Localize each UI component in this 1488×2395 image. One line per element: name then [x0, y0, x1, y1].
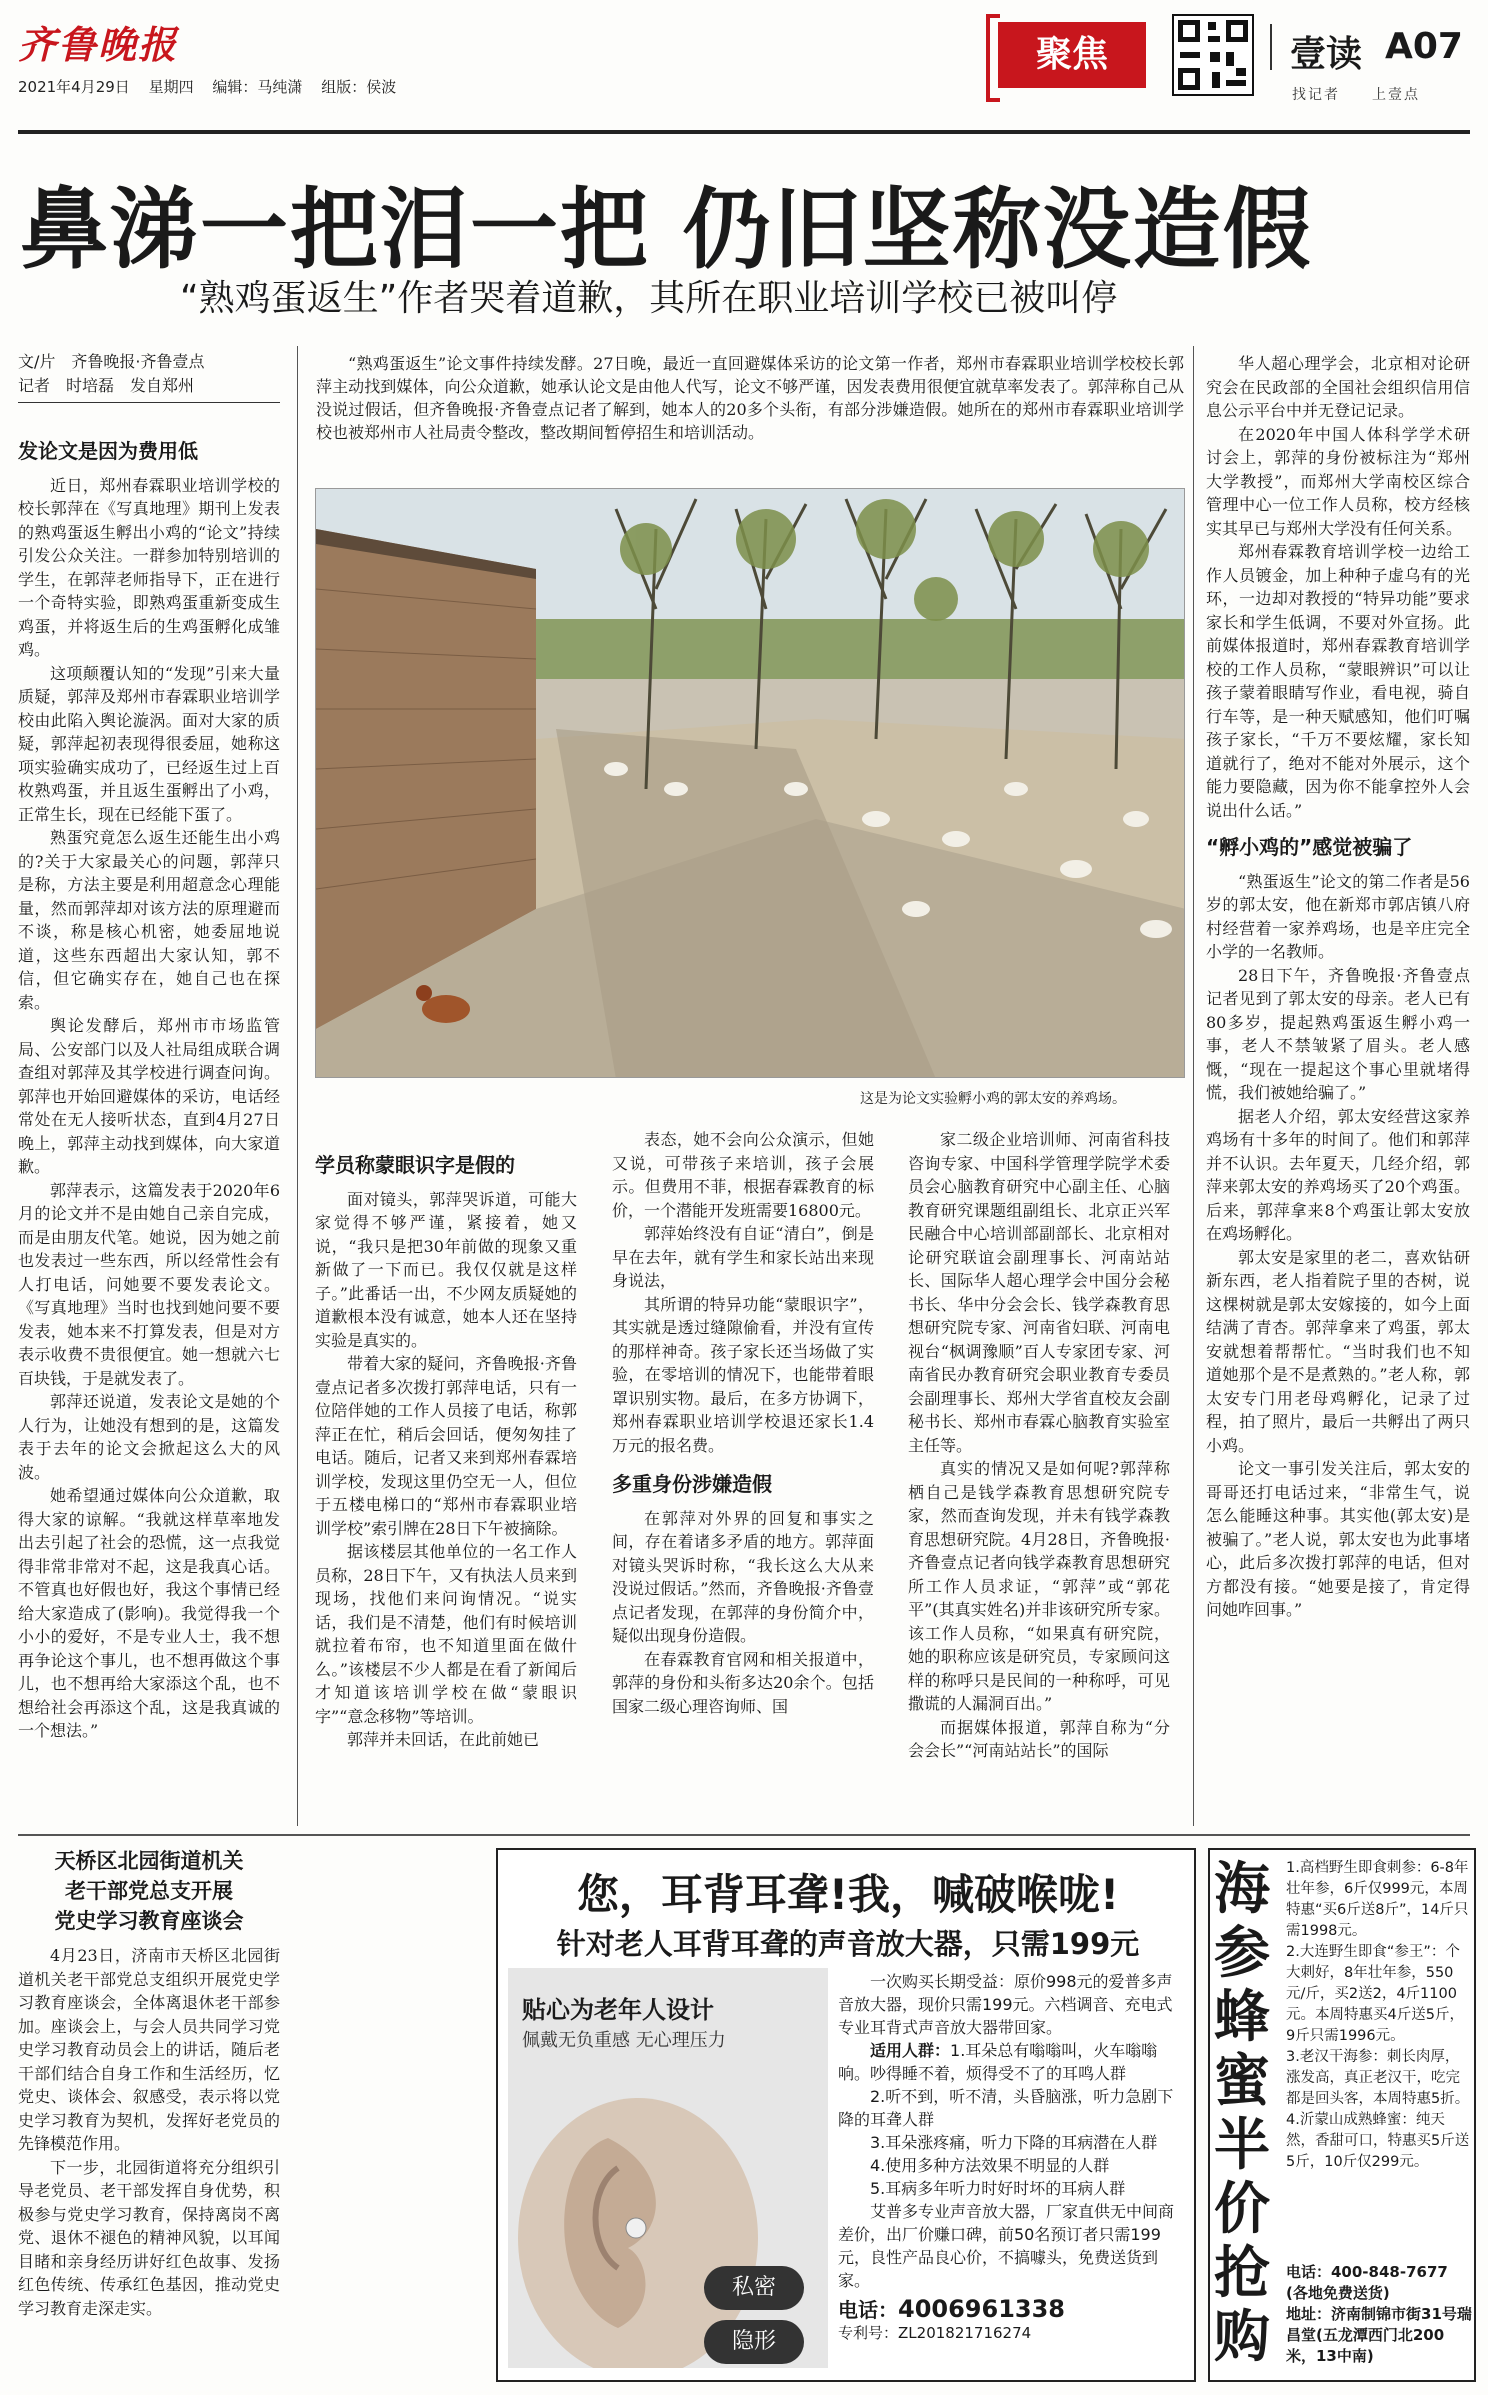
issue-meta [18, 76, 410, 97]
column-divider [1193, 346, 1194, 1826]
sea-cucumber-ad[interactable] [1208, 1848, 1476, 2382]
ad-body: 一次购买长期受益：原价998元的爱普多声音放大器，现价只需199元。六档调音、充电式专业耳背式声音放大器带回家。 适用人群：1.耳朵总有嗡嗡叫，火车嗡嗡响。吵得睡不着，烦得受不了的耳鸣人群 2.听不到，听不清，头昏脑涨，听力急剧下降的耳聋人群 3.耳朵涨疼痛，听力下降的耳病潜在人群 4.使用多种方法效果不明显的人群 5.耳病多年听力时好时坏的耳病人群 艾普多专业声音放大器，厂家直供无中间商差价，出厂价赚口碑，前50名预订者只需199元，良性产品良心价，不搞噱头，免费送货到家。 电话：4006961338 专利号：ZL201821716274 [838, 1970, 1186, 2345]
article-column-3: 表态，她不会向公众演示，但她又说，可带孩子来培训，孩子会展示。但费用不菲，根据春霖教育的标价，一个潜能开发班需要16800元。 郭萍始终没有自证“清白”，倒是早在去年，就有学生和家长站出来现身说法， 其所谓的特异功能“蒙眼识字”，其实就是透过缝隙偷看，并没有宣传的那样神奇。孩子家长还当场做了实验，在零培训的情况下，也能带着眼罩识别实物。最后，在多方协调下，郑州春霖职业培训学校退还家长1.4万元的报名费。 多重身份涉嫌造假 在郭萍对外界的回复和事实之间，存在着诸多矛盾的地方。郭萍面对镜头哭诉时称，“我长这么大从来没说过假话。”然而，齐鲁晚报·齐鲁壹点记者发现，在郭萍的身份简介中，疑似出现身份造假。 在春霖教育官网和相关报道中，郭萍的身份和头衔多达20余个。包括国家二级心理咨询师、国 [612, 1130, 874, 1716]
section-name: 壹读 [1290, 34, 1363, 75]
ad-phone[interactable]: 电话：4006961338 [838, 2295, 1065, 2323]
article-column-4: 家二级企业培训师、河南省科技咨询专家、中国科学管理学院学术委员会心脑教育研究中心副主任、心脑教育研究课题组副组长、北京正兴军民融合中心培训部副部长、北京相对论研究联谊会副理事长、河南站站长、国际华人超心理学会中国分会秘书长、华中分会会长、钱学森教育思想研究院专家、河南省妇联、河南电视台“枫调豫顺”百人专家团专家、河南省民办教育研究会职业教育专委员会副理事长、郑州大学省直校友会副秘书长、郑州市春霖心脑教育实验室主任等。 真实的情况又是如何呢?郭萍称栖自己是钱学森教育思想研究院专家，然而查询发现，并未有钱学森教育思想研究院。4月28日，齐鲁晚报·齐鲁壹点记者向钱学森教育思想研究所工作人员求证，“郭萍”或“郭花平”(其真实姓名)并非该研究所专家。该工作人员称，“如果真有研究院，她的职称应该是研究员，专家顾问这样的称呼只是民间的一种称呼，可见撒谎的人漏洞百出。” 而据媒体报道，郭萍自称为“分会会长”“河南站站长”的国际 [908, 1130, 1170, 1760]
side-news-title: 天桥区北园街道机关 老干部党总支开展 党史学习教育座谈会 [54, 1849, 244, 1933]
editor: 编辑：马纯潇 [212, 78, 303, 96]
issue-weekday: 星期四 [148, 78, 194, 96]
byline: 文/片 齐鲁晚报·齐鲁壹点 记者 时培磊 发自郑州 [18, 350, 280, 403]
section-tag: 聚焦 [998, 22, 1146, 88]
article-column-2: 学员称蒙眼识字是假的 面对镜头，郭萍哭诉道，可能大家觉得不够严谨，紧接着，她又说，“我只是把30年前做的现象又重新做了一下而已。我仅仅就是这样子。”此番话一出，不少网友质疑她的道歉根本没有诚意，她本人还在坚持实验是真实的。 带着大家的疑问，齐鲁晚报·齐鲁壹点记者多次拨打郭萍电话，只有一位陪伴她的工作人员接了电话，称郭萍正在忙，稍后会回话，便匆匆挂了电话。随后，记者又来到郑州春霖培训学校，发现这里仍空无一人，但位于五楼电梯口的“郑州市春霖职业培训学校”索引牌在28日下午被摘除。 据该楼层其他单位的一名工作人员称，28日下午，又有执法人员来到现场，找他们来问询情况。“说实话，我们是不清楚，他们有时候培训就拉着布帘，也不知道里面在做什么。”该楼层不少人都是在看了新闻后才知道该培训学校在做“蒙眼识字”“意念移物”等培训。 郭萍并未回话，在此前她已 [315, 1153, 577, 1749]
privacy-badge: 私密 [704, 2266, 804, 2310]
section-heading: 学员称蒙眼识字是假的 [315, 1153, 515, 1177]
issue-date: 2021年4月29日 [18, 78, 130, 96]
ad-title: 您，耳背耳聋!我，喊破喉咙! [576, 1870, 1120, 1919]
invisible-badge: 隐形 [704, 2320, 804, 2364]
ad-contact: 电话：400-848-7677 (各地免费送货) 地址：济南制锦市街31号瑞昌堂(五龙潭西门北200米，13中南) [1286, 2263, 1472, 2365]
ad-subtitle: 针对老人耳背耳聋的声音放大器，只需199元 [556, 1927, 1140, 1961]
photo-caption: 这是为论文实验孵小鸡的郭太安的养鸡场。 [860, 1091, 1126, 1107]
bottom-rule [18, 1834, 1470, 1836]
ear-photo: 贴心为老年人设计 佩戴无负重感 无心理压力 私密 隐形 [508, 1968, 828, 2368]
article-column-1: 发论文是因为费用低 近日，郑州春霖职业培训学校的校长郭萍在《写真地理》期刊上发表的熟鸡蛋返生孵出小鸡的“论文”持续引发公众关注。一群参加特别培训的学生，在郭萍老师指导下，正在进行一个奇特实验，即熟鸡蛋重新变成生鸡蛋，并将返生后的生鸡蛋孵化成雏鸡。 这项颠覆认知的“发现”引来大量质疑，郭萍及郑州市春霖职业培训学校由此陷入舆论漩涡。面对大家的质疑，郭萍起初表现得很委屈，她称这项实验确实成功了，已经返生过上百枚熟鸡蛋，并且返生蛋孵出了小鸡，正常生长，现在已经能下蛋了。 熟蛋究竟怎么返生还能生出小鸡的?关于大家最关心的问题，郭萍只是称，方法主要是利用超意念心理能量，然而郭萍却对该方法的原理避而不谈，称是核心机密，她委屈地说道，这些东西超出大家认知，郭不信，但它确实存在，她自己也在探索。 舆论发酵后，郑州市市场监管局、公安部门以及人社局组成联合调查组对郭萍及其学校进行调查问询。郭萍也开始回避媒体的采访，电话经常处在无人接听状态，直到4月27日晚上，郭萍主动找到媒体，向大家道歉。 郭萍表示，这篇发表于2020年6月的论文并不是由她自己亲自完成，而是由朋友代笔。她说，因为她之前也发表过一些东西，所以经常性会有人打电话，问她要不要发表论文。《写真地理》当时也找到她问要不要发表，她本来不打算发表，但是对方表示收费不贵很便宜。她一想就六七百块钱，于是就发表了。 郭萍还说道，发表论文是她的个人行为，让她没有想到的是，这篇发表于去年的论文会掀起这么大的风波。 她希望通过媒体向公众道歉，取得大家的谅解。“我就这样草率地发出去引起了社会的恐慌，这一点我觉得非常非常对不起，这是我真心话。不管真也好假也好，我这个事情已经给大家造成了(影响)。我觉得我一个小小的爱好，不是专业人士，我不想再争论这个事儿，也不想再做这个事儿，也不想再给大家添这个乱，也不想给社会再添这个乱，这是我真诚的一个想法。” [18, 439, 280, 1740]
section-heading: “孵小鸡的”感觉被骗了 [1206, 835, 1413, 859]
section-sub: 找记者 上壹点 [1292, 87, 1420, 103]
header-divider [1270, 24, 1272, 70]
page-number: A07 [1385, 26, 1463, 67]
article-column-5: 华人超心理学会，北京相对论研究会在民政部的全国社会组织信用信息公示平台中并无登记记录。 在2020年中国人体科学学术研讨会上，郭萍的身份被标注为“郑州大学教授”，而郑州大学南校区综合管理中心一位工作人员称，校方经核实其早已与郑州大学没有任何关系。 郑州春霖教育培训学校一边给工作人员镀金，加上种种子虚乌有的光环，一边却对教授的“特异功能”要求家长和学生低调，不要对外宣扬。此前媒体报道时，郑州春霖教育培训学校的工作人员称，“蒙眼辨识”可以让孩子蒙着眼睛写作业，看电视，骑自行车等，是一种天赋感知，他们叮嘱孩子家长，“千万不要炫耀，家长知道就行了，绝对不能对外展示，这个能力要隐藏，因为你不能拿控外人会说出什么话。” “孵小鸡的”感觉被骗了 “熟蛋返生”论文的第二作者是56岁的郭太安，他在新郑市郭店镇八府村经营着一家养鸡场，也是辛庄完全小学的一名教师。 28日下午，齐鲁晚报·齐鲁壹点记者见到了郭太安的母亲。老人已有80多岁，提起熟鸡蛋返生孵小鸡一事，老人不禁皱紧了眉头。老人感慨，“现在一提起这个事心里就堵得慌，我们被她给骗了。” 据老人介绍，郭太安经营这家养鸡场有十多年的时间了。他们和郭萍并不认识。去年夏天，几经介绍，郭萍来郭太安的养鸡场买了20个鸡蛋。后来，郭萍拿来8个鸡蛋让郭太安放在鸡场孵化。 郭太安是家里的老二，喜欢钻研新东西，老人指着院子里的杏树，说这棵树就是郭太安嫁接的，如今上面结满了青杏。郭萍拿来了鸡蛋，郭太安就想着帮帮忙。“当时我们也不知道她那个是不是煮熟的。”老人称，郭太安专门用老母鸡孵化，记录了过程，拍了照片，最后一共孵出了两只小鸡。 论文一事引发关注后，郭太安的哥哥还打电话过来，“非常生气，说怎么能睡这种事。其实他(郭太安)是被骗了。”老人说，郭太安也为此事堵心，此后多次拨打郭萍的电话，但对方都没有接。“她要是接了，肯定得问她咋回事。” [1206, 354, 1470, 1619]
lead-paragraph: “熟鸡蛋返生”论文事件持续发酵。27日晚，最近一直回避媒体采访的论文第一作者，郑州市春霖职业培训学校校长郭萍主动找到媒体，向公众道歉，她承认论文是由他人代写，论文不够严谨，因发表费用很便宜就草率发表了。郭萍称自己从没说过假话，但齐鲁晚报·齐鲁壹点记者了解到，她本人的20多个头衔，有部分涉嫌造假。她所在的郑州市春霖职业培训学校也被郑州市人社局责令整改，整改期间暂停招生和培训活动。 [316, 354, 1184, 442]
qr-code-icon[interactable] [1172, 14, 1254, 96]
layout-editor: 组版：侯波 [321, 78, 397, 96]
ad-phone[interactable]: 电话：400-848-7677 [1286, 2263, 1448, 2281]
column-divider [297, 346, 298, 1826]
ad-title: 海参蜂蜜半价抢购 [1214, 1857, 1270, 2370]
ad-patent: 专利号：ZL201821716274 [838, 2324, 1032, 2342]
header-rule [18, 130, 1470, 134]
ad-body: 1.高档野生即食刺参：6-8年壮年参，6斤仅999元，本周特惠“买6斤送8斤”，14斤只需1998元。 2.大连野生即食“参王”：个大刺好，8年壮年参，550元/斤，买2送2，4斤1100元。本周特惠买4斤送5斤，9斤只需1996元。 3.老汉干海参：刺长肉厚，涨发高，真正老汉干，吃完都是回头客，本周特惠5折。 4.沂蒙山成熟蜂蜜：纯天然，香甜可口，特惠买5斤送5斤，10斤仅299元。 [1286, 1860, 1470, 2170]
side-news: 天桥区北园街道机关 老干部党总支开展 党史学习教育座谈会 4月23日，济南市天桥区北园街道机关老干部党总支组织开展党史学习教育座谈会，全体离退休老干部参加。座谈会上，与会人员共同学习党史学习教育动员会上的讲话，随后老干部们结合自身工作和生活经历，忆党史、谈体会、叙感受，表示将以党史学习教育为契机，发挥好老党员的先锋模范作用。 下一步，北园街道将充分组织引导老党员、老干部发挥自身优势，积极参与党史学习教育，保持离岗不离党、退休不褪色的精神风貌，以耳闻目睹和亲身经历讲好红色故事、发扬红色传统、传承红色基因，推动党史学习教育走深走实。 [18, 1846, 280, 2320]
subheadline: “熟鸡蛋返生”作者哭着道歉，其所在职业培训学校已被叫停 [180, 278, 1118, 319]
section-heading: 多重身份涉嫌造假 [612, 1472, 772, 1496]
newspaper-logo: 齐鲁晚报 [18, 22, 179, 67]
chicken-farm-photo [315, 488, 1185, 1078]
headline: 鼻涕一把泪一把 仍旧坚称没造假 [20, 178, 1313, 281]
section-heading: 发论文是因为费用低 [18, 439, 198, 463]
hearing-aid-ad[interactable] [496, 1848, 1196, 2382]
